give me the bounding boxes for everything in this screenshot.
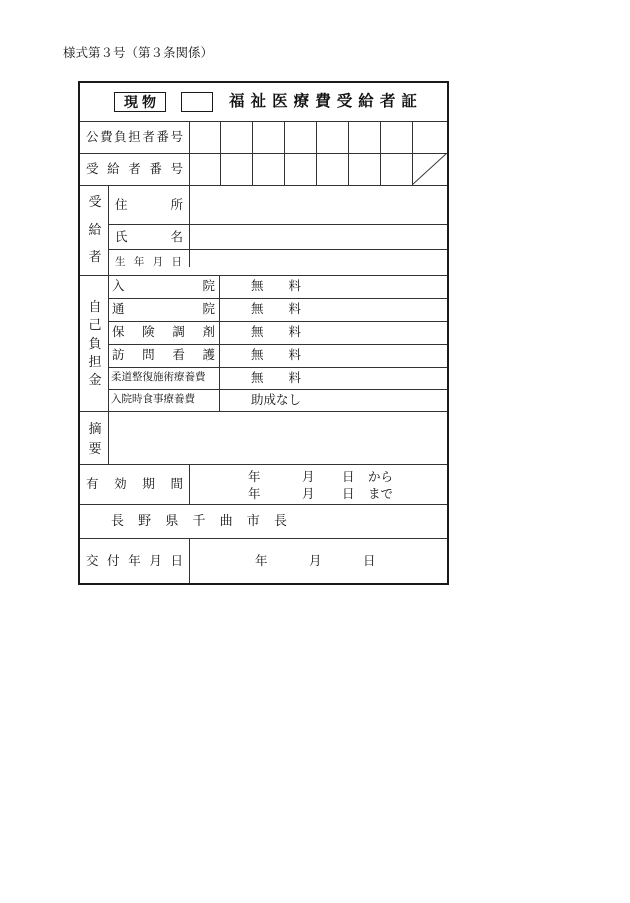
label-char: 問 <box>142 347 155 362</box>
label-char: 野 <box>138 514 152 529</box>
label-char: 医 <box>272 91 288 110</box>
label-char: 年 <box>128 553 141 568</box>
issue-date-label <box>86 555 183 568</box>
label-char: 看 <box>172 347 185 362</box>
label-char: 番 <box>149 161 162 176</box>
label-char: 給 <box>358 91 374 110</box>
copay-value-judo-therapy: 無 料 <box>251 370 302 385</box>
label-char: 要 <box>88 442 102 457</box>
divider-header <box>80 121 447 122</box>
label-char: 者 <box>379 91 396 110</box>
divider-validity <box>80 504 447 505</box>
label-char: 者 <box>142 129 155 144</box>
label-char: 者 <box>128 161 141 176</box>
label-char: 付 <box>107 553 120 568</box>
divider-payer <box>80 153 447 154</box>
recipient-group-line <box>108 185 109 275</box>
divider-recipient-group <box>80 275 447 276</box>
label-char: 番 <box>156 129 169 144</box>
label-char: 月 <box>149 553 162 568</box>
label-char: 剤 <box>202 324 215 339</box>
label-char: 者 <box>88 250 102 265</box>
label-char: 有 <box>86 476 99 491</box>
validity-label <box>86 478 183 491</box>
label-char: 受 <box>86 161 99 176</box>
validity-to-day: 日 <box>342 486 355 501</box>
address-label <box>115 199 183 212</box>
digit-line-6 <box>380 121 381 185</box>
divider-issuer <box>80 538 447 539</box>
label-char: 効 <box>114 476 127 491</box>
copay-label-outpatient <box>112 303 215 316</box>
divider-recipient-number <box>80 185 447 186</box>
label-char: 院 <box>202 301 215 316</box>
divider-copay-1 <box>108 298 447 299</box>
label-char: 年 <box>133 256 145 268</box>
label-char: 給 <box>107 161 120 176</box>
label-char: 日 <box>170 553 183 568</box>
label-char: 負 <box>114 129 127 144</box>
label-char: 長 <box>273 514 287 529</box>
label-char: 通 <box>112 301 125 316</box>
label-char: 号 <box>170 129 183 144</box>
label-char: 費 <box>100 129 113 144</box>
validity-to-suffix: まで <box>368 486 394 501</box>
label-char: 己 <box>88 318 102 334</box>
label-char: 険 <box>142 324 155 339</box>
validity-from-suffix: から <box>368 469 394 484</box>
copay-label-inpatient <box>112 280 215 293</box>
label-char: 県 <box>165 514 179 529</box>
label-column-line-issue <box>189 538 190 583</box>
copay-label-dispensing <box>112 326 215 339</box>
label-char: 受 <box>88 195 102 210</box>
genbutsu-label: 現物 <box>114 92 166 112</box>
remarks-label <box>87 423 103 456</box>
label-char: 所 <box>170 197 183 212</box>
divider-remarks <box>80 464 447 465</box>
label-char: 号 <box>170 161 183 176</box>
copay-value-dispensing: 無 料 <box>251 324 302 339</box>
label-char: 担 <box>128 129 141 144</box>
label-char: 負 <box>88 336 102 352</box>
copay-label-judo-therapy: 柔道整復施術療養費 <box>111 371 206 383</box>
label-char: 日 <box>171 256 182 268</box>
label-char: 受 <box>336 91 353 110</box>
unused-digit-slash <box>412 153 447 185</box>
validity-to-month: 月 <box>302 486 315 501</box>
divider-copay-3 <box>108 344 447 345</box>
validity-to-year: 年 <box>248 486 261 501</box>
name-label <box>115 231 183 244</box>
label-char: 調 <box>172 324 185 339</box>
label-char: 療 <box>293 91 310 110</box>
validity-from-year: 年 <box>248 469 261 484</box>
label-char: 訪 <box>112 347 125 362</box>
copay-value-outpatient: 無 料 <box>251 301 302 316</box>
birthdate-label <box>115 257 182 268</box>
certificate-title <box>229 93 417 109</box>
label-char: 長 <box>111 514 125 529</box>
label-char: 保 <box>112 324 125 339</box>
welfare-medical-certificate <box>78 81 449 585</box>
divider-copay-4 <box>108 367 447 368</box>
copay-value-line <box>219 275 220 411</box>
divider-copay-group <box>80 411 447 412</box>
label-char: 期 <box>142 476 155 491</box>
recipient-group-label <box>88 196 102 264</box>
label-char: 市 <box>246 514 260 529</box>
label-char: 名 <box>170 229 183 244</box>
label-column-line-top <box>189 121 190 267</box>
label-char: 担 <box>88 354 102 370</box>
label-char: 祉 <box>250 91 267 110</box>
label-char: 交 <box>86 553 99 568</box>
label-char: 護 <box>202 347 215 362</box>
label-char: 住 <box>115 197 128 212</box>
copay-label-inpatient-meal: 入院時食事療養費 <box>111 393 195 405</box>
issue-date-month: 月 <box>309 553 322 568</box>
copay-value-inpatient-meal: 助成なし <box>251 392 302 407</box>
label-column-line-validity <box>189 464 190 504</box>
issuer-name <box>111 515 287 528</box>
copay-group-line <box>108 275 109 464</box>
label-char: 生 <box>115 256 126 268</box>
digit-line-4 <box>316 121 317 185</box>
copay-group-label <box>88 301 102 387</box>
validity-from-day: 日 <box>342 469 355 484</box>
digit-line-3 <box>284 121 285 185</box>
divider-address <box>108 224 447 225</box>
label-char: 証 <box>401 91 417 110</box>
digit-line-2 <box>252 121 253 185</box>
divider-name <box>108 249 447 250</box>
label-char: 院 <box>202 278 215 293</box>
label-char: 曲 <box>219 514 233 529</box>
validity-from-month: 月 <box>302 469 315 484</box>
label-char: 月 <box>152 256 164 268</box>
label-char: 費 <box>315 91 331 110</box>
label-char: 給 <box>88 222 102 238</box>
label-char: 福 <box>229 91 245 110</box>
label-char: 自 <box>88 300 102 315</box>
genbutsu-checkbox[interactable] <box>181 92 213 112</box>
copay-value-inpatient: 無 料 <box>251 278 302 293</box>
digit-line-5 <box>348 121 349 185</box>
label-char: 間 <box>170 476 183 491</box>
recipient-number-label <box>86 163 183 176</box>
form-number-caption: 様式第３号（第３条関係） <box>63 45 214 60</box>
label-char: 千 <box>192 514 206 529</box>
issue-date-year: 年 <box>255 553 268 568</box>
divider-copay-2 <box>108 321 447 322</box>
copay-value-home-nursing: 無 料 <box>251 347 302 362</box>
label-char: 入 <box>112 278 125 293</box>
label-char: 公 <box>86 129 99 144</box>
label-char: 摘 <box>88 422 102 437</box>
label-char: 金 <box>88 373 102 388</box>
issue-date-day: 日 <box>363 553 376 568</box>
public-payer-number-label <box>86 131 183 144</box>
digit-line-1 <box>220 121 221 185</box>
label-char: 氏 <box>115 229 128 244</box>
copay-label-home-nursing <box>112 349 215 362</box>
divider-copay-5 <box>108 389 447 390</box>
